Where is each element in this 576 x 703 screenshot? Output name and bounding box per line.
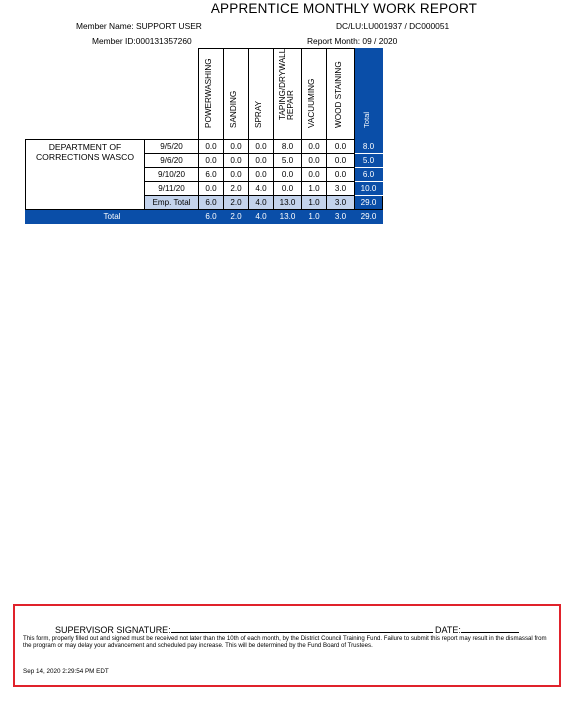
col-header bbox=[249, 49, 274, 140]
col-header bbox=[274, 49, 302, 140]
department-cell: DEPARTMENT OF CORRECTIONS WASCO bbox=[26, 140, 145, 210]
date-cell: 9/11/20 bbox=[145, 182, 199, 196]
grand-total-cell: 4.0 bbox=[249, 210, 274, 224]
date-cell: 9/6/20 bbox=[145, 154, 199, 168]
header-spacer bbox=[26, 49, 145, 140]
col-header bbox=[224, 49, 249, 140]
work-report-table bbox=[25, 48, 383, 224]
date-line[interactable] bbox=[461, 624, 519, 633]
emp-total-sum: 29.0 bbox=[355, 196, 383, 210]
value-cell: 0.0 bbox=[199, 154, 224, 168]
value-cell: 8.0 bbox=[274, 140, 302, 154]
col-header bbox=[302, 49, 327, 140]
emp-total-cell: 3.0 bbox=[327, 196, 355, 210]
col-header bbox=[199, 49, 224, 140]
row-total-cell: 10.0 bbox=[355, 182, 383, 196]
value-cell: 0.0 bbox=[327, 140, 355, 154]
header-spacer bbox=[145, 49, 199, 140]
supervisor-signature-label: SUPERVISOR SIGNATURE: bbox=[55, 625, 171, 635]
emp-total-cell: 6.0 bbox=[199, 196, 224, 210]
table-row bbox=[26, 140, 383, 154]
emp-total-label: Emp. Total bbox=[145, 196, 199, 210]
value-cell: 0.0 bbox=[249, 140, 274, 154]
value-cell: 0.0 bbox=[274, 168, 302, 182]
signature-date-label: DATE: bbox=[435, 625, 461, 635]
emp-total-cell: 13.0 bbox=[274, 196, 302, 210]
value-cell: 5.0 bbox=[274, 154, 302, 168]
member-id bbox=[92, 36, 192, 46]
signature-line[interactable] bbox=[171, 624, 433, 633]
grand-total-cell: 1.0 bbox=[302, 210, 327, 224]
col-header-label: TAPING/DRYWALL REPAIR bbox=[277, 49, 295, 120]
row-total-cell: 5.0 bbox=[355, 154, 383, 168]
col-header-total bbox=[355, 49, 383, 140]
value-cell: 0.0 bbox=[224, 168, 249, 182]
value-cell: 0.0 bbox=[199, 182, 224, 196]
grand-total-cell: 13.0 bbox=[274, 210, 302, 224]
grand-total-row bbox=[26, 210, 383, 224]
member-name bbox=[76, 21, 202, 31]
col-header-label: Total bbox=[361, 111, 371, 128]
row-total-cell: 6.0 bbox=[355, 168, 383, 182]
value-cell: 0.0 bbox=[302, 168, 327, 182]
value-cell: 0.0 bbox=[249, 168, 274, 182]
dclu-value: LU001937 / DC000051 bbox=[363, 21, 450, 31]
col-header-label: SPRAY bbox=[254, 100, 263, 128]
emp-total-cell: 4.0 bbox=[249, 196, 274, 210]
header-row bbox=[26, 49, 383, 140]
col-header-label: VACUUMING bbox=[307, 78, 316, 128]
dclu-label: DC/LU: bbox=[336, 21, 364, 31]
member-name-value: SUPPORT USER bbox=[136, 21, 202, 31]
dclu bbox=[336, 21, 449, 31]
emp-total-cell: 1.0 bbox=[302, 196, 327, 210]
value-cell: 0.0 bbox=[327, 168, 355, 182]
col-header-label: SANDING bbox=[229, 90, 238, 128]
col-header bbox=[327, 49, 355, 140]
emp-total-cell: 2.0 bbox=[224, 196, 249, 210]
value-cell: 0.0 bbox=[249, 154, 274, 168]
date-cell: 9/10/20 bbox=[145, 168, 199, 182]
col-header-label: POWERWASHING bbox=[204, 58, 213, 128]
grand-total-cell: 2.0 bbox=[224, 210, 249, 224]
value-cell: 0.0 bbox=[327, 154, 355, 168]
value-cell: 1.0 bbox=[302, 182, 327, 196]
row-total-cell: 8.0 bbox=[355, 140, 383, 154]
value-cell: 0.0 bbox=[224, 140, 249, 154]
member-name-label: Member Name: bbox=[76, 21, 134, 31]
member-id-value: 000131357260 bbox=[135, 36, 192, 46]
date-cell: 9/5/20 bbox=[145, 140, 199, 154]
generated-timestamp: Sep 14, 2020 2:29:54 PM EDT bbox=[23, 668, 109, 675]
report-title: APPRENTICE MONTHLY WORK REPORT bbox=[210, 1, 478, 16]
supervisor-signature bbox=[55, 624, 433, 635]
member-id-label: Member ID: bbox=[92, 36, 136, 46]
value-cell: 3.0 bbox=[327, 182, 355, 196]
submission-notice: This form, properly filled out and signed must be received not later than the 10th of each month, by the District Council Training Fund. Failure to submit this report may result in the dismassal from the program or may delay your advancement and scheduled pay increase. This will be determined by the Fund Board of Trustees. bbox=[23, 635, 547, 650]
value-cell: 6.0 bbox=[199, 168, 224, 182]
signature-footer bbox=[13, 604, 561, 687]
report-month-value: 09 / 2020 bbox=[362, 36, 398, 46]
value-cell: 4.0 bbox=[249, 182, 274, 196]
value-cell: 0.0 bbox=[224, 154, 249, 168]
report-month bbox=[307, 36, 397, 46]
value-cell: 2.0 bbox=[224, 182, 249, 196]
value-cell: 0.0 bbox=[274, 182, 302, 196]
col-header-label: WOOD STAINING bbox=[333, 61, 343, 128]
value-cell: 0.0 bbox=[302, 140, 327, 154]
value-cell: 0.0 bbox=[302, 154, 327, 168]
grand-total-label: Total bbox=[26, 210, 199, 224]
grand-total-sum: 29.0 bbox=[355, 210, 383, 224]
report-month-label: Report Month: bbox=[307, 36, 361, 46]
value-cell: 0.0 bbox=[199, 140, 224, 154]
grand-total-cell: 6.0 bbox=[199, 210, 224, 224]
signature-date bbox=[435, 624, 519, 635]
grand-total-cell: 3.0 bbox=[327, 210, 355, 224]
